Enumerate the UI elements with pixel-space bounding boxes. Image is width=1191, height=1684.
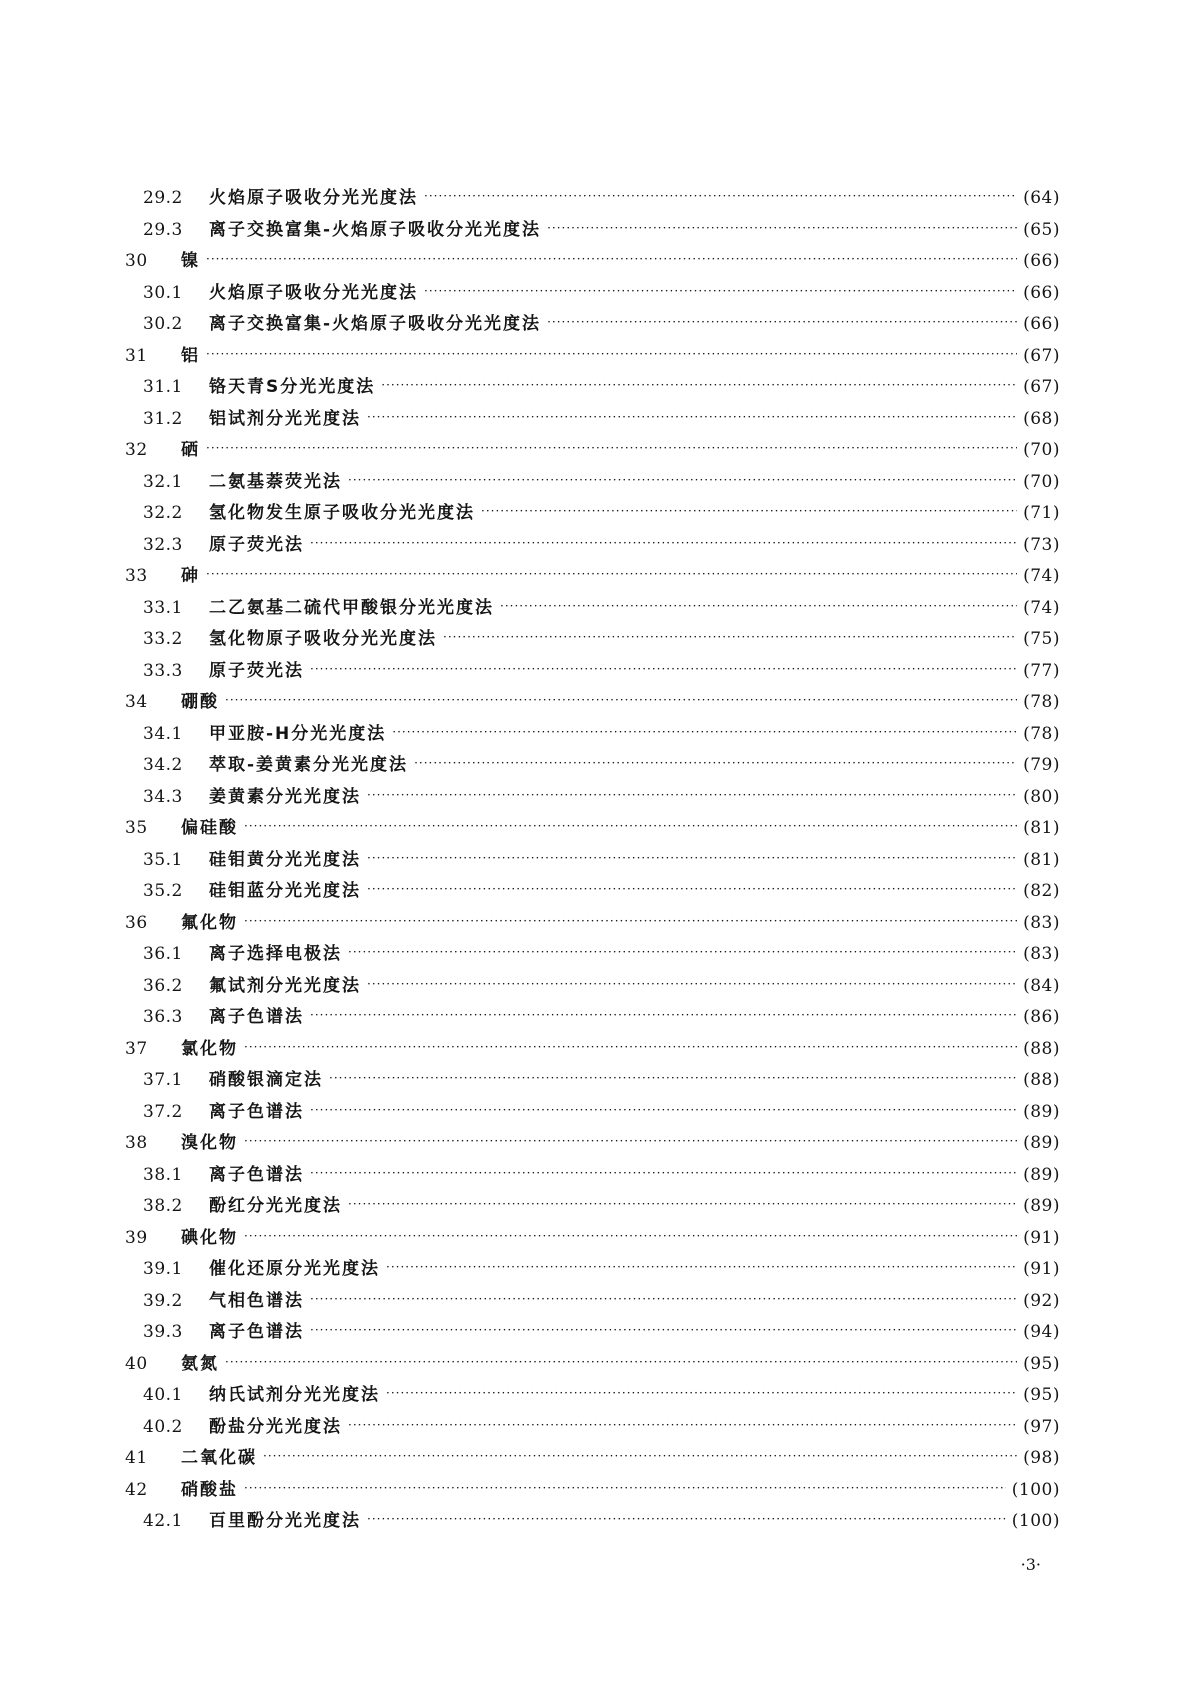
toc-dot-leader [225,1347,1017,1379]
toc-entry-title: 二氨基萘荧光法 [209,471,342,492]
toc-entry-page: (78) [1023,692,1060,712]
toc-subsection-row [125,467,1060,499]
toc-dot-leader [392,717,1017,749]
toc-entry-number: 37.1 [143,1070,183,1090]
toc-entry-page: (81) [1023,818,1060,838]
toc-subsection-row [125,1317,1060,1349]
toc-subsection-row [125,1254,1060,1286]
toc-entry-number: 32 [125,440,148,460]
toc-entry-page: (89) [1023,1196,1060,1216]
toc-dot-leader [348,1410,1017,1442]
toc-subsection-row [125,498,1060,530]
toc-entry-number: 32.2 [143,503,183,523]
toc-entry-number: 34 [125,692,148,712]
toc-section-row [125,561,1060,593]
toc-entry-page: (67) [1023,377,1060,397]
toc-subsection-row [125,971,1060,1003]
toc-dot-leader [329,1063,1017,1095]
toc-entry-title: 硅钼蓝分光光度法 [209,881,361,901]
toc-entry-title: 催化还原分光光度法 [209,1259,380,1279]
toc-subsection-row [125,719,1060,751]
toc-entry-number: 33.2 [143,629,183,649]
toc-entry-number: 30 [125,251,148,271]
toc-subsection-row [125,1191,1060,1223]
toc-subsection-row [125,1097,1060,1129]
toc-entry-title: 气相色谱法 [209,1290,304,1311]
toc-entry-number: 33.3 [143,660,183,681]
toc-entry-title: 离子色谱法 [209,1101,304,1122]
toc-dot-leader [244,1221,1017,1253]
toc-subsection-row [125,278,1060,310]
toc-dot-leader [547,213,1017,245]
toc-entry-number: 34.2 [143,755,183,775]
toc-entry-page: (67) [1023,345,1060,366]
toc-entry-number: 31.1 [143,377,183,397]
toc-entry-page: (65) [1023,219,1060,240]
toc-subsection-row [125,1412,1060,1444]
toc-entry-number: 37 [125,1038,148,1059]
toc-dot-leader [367,1504,1006,1536]
toc-entry-number: 32.1 [143,471,183,492]
toc-entry-title: 纳氏试剂分光光度法 [209,1385,380,1405]
toc-entry-title: 离子选择电极法 [209,944,342,964]
toc-entry-title: 离子色谱法 [209,1164,304,1185]
toc-entry-number: 33 [125,566,148,586]
toc-dot-leader [310,528,1017,560]
toc-dot-leader [225,685,1017,717]
toc-subsection-row [125,593,1060,625]
toc-entry-title: 偏硅酸 [181,818,238,838]
toc-subsection-row [125,1160,1060,1192]
toc-entry-number: 39 [125,1227,148,1248]
toc-entry-page: (92) [1023,1290,1060,1311]
toc-dot-leader [244,1473,1006,1505]
toc-entry-title: 碘化物 [181,1227,238,1248]
toc-dot-leader [206,244,1017,276]
toc-dot-leader [547,307,1017,339]
toc-entry-title: 镍 [181,251,200,271]
toc-dot-leader [206,559,1017,591]
toc-subsection-row [125,1380,1060,1412]
toc-entry-page: (71) [1023,503,1060,523]
toc-subsection-row [125,939,1060,971]
toc-entry-number: 39.3 [143,1322,183,1342]
toc-entry-number: 30.2 [143,314,183,334]
toc-entry-number: 40.2 [143,1416,183,1437]
toc-entry-number: 35 [125,818,148,838]
toc-entry-title: 氟试剂分光光度法 [209,975,361,996]
toc-entry-page: (70) [1023,471,1060,492]
toc-dot-leader [481,496,1017,528]
toc-entry-page: (81) [1023,849,1060,870]
toc-subsection-row [125,845,1060,877]
toc-entry-title: 铬天青S分光光度法 [209,377,376,397]
toc-section-row [125,341,1060,373]
toc-entry-number: 35.1 [143,849,183,870]
toc-dot-leader [206,433,1017,465]
toc-entry-page: (66) [1023,314,1060,334]
toc-entry-title: 百里酚分光光度法 [209,1511,361,1531]
toc-entry-page: (88) [1023,1038,1060,1059]
toc-entry-title: 硒 [181,440,200,460]
toc-entry-page: (91) [1023,1227,1060,1248]
table-of-contents [125,183,1060,1538]
toc-dot-leader [244,811,1017,843]
toc-entry-page: (74) [1023,597,1060,618]
toc-section-row [125,1128,1060,1160]
toc-dot-leader [367,402,1017,434]
toc-entry-title: 火焰原子吸收分光光度法 [209,282,418,303]
toc-entry-page: (84) [1023,975,1060,996]
toc-entry-number: 36.2 [143,975,183,996]
toc-entry-page: (95) [1023,1385,1060,1405]
toc-entry-title: 铝 [181,345,200,366]
toc-section-row [125,1443,1060,1475]
toc-entry-page: (64) [1023,188,1060,208]
toc-subsection-row [125,1065,1060,1097]
toc-entry-page: (82) [1023,881,1060,901]
toc-subsection-row [125,1506,1060,1538]
toc-entry-page: (70) [1023,440,1060,460]
toc-entry-title: 铝试剂分光光度法 [209,408,361,429]
toc-dot-leader [386,1378,1017,1410]
toc-entry-title: 氟化物 [181,912,238,933]
toc-dot-leader [310,1000,1017,1032]
toc-entry-page: (73) [1023,534,1060,555]
toc-subsection-row [125,1286,1060,1318]
toc-entry-number: 40 [125,1353,148,1374]
toc-entry-number: 36.1 [143,944,183,964]
toc-entry-number: 33.1 [143,597,183,618]
toc-entry-title: 酚红分光光度法 [209,1196,342,1216]
toc-entry-page: (89) [1023,1133,1060,1153]
toc-entry-title: 氨氮 [181,1353,219,1374]
toc-dot-leader [367,780,1017,812]
toc-section-row [125,435,1060,467]
toc-dot-leader [386,1252,1017,1284]
toc-section-row [125,813,1060,845]
toc-subsection-row [125,782,1060,814]
toc-entry-page: (94) [1023,1322,1060,1342]
toc-entry-title: 溴化物 [181,1133,238,1153]
toc-section-row [125,1223,1060,1255]
toc-entry-title: 硝酸银滴定法 [209,1070,323,1090]
toc-entry-number: 29.3 [143,219,183,240]
toc-subsection-row [125,183,1060,215]
toc-section-row [125,1475,1060,1507]
toc-entry-title: 氯化物 [181,1038,238,1059]
toc-dot-leader [443,622,1017,654]
toc-subsection-row [125,530,1060,562]
toc-entry-number: 39.2 [143,1290,183,1311]
toc-entry-page: (74) [1023,566,1060,586]
toc-entry-page: (79) [1023,755,1060,775]
toc-dot-leader [424,181,1017,213]
toc-entry-title: 二氧化碳 [181,1448,257,1468]
toc-entry-title: 原子荧光法 [209,660,304,681]
toc-dot-leader [310,1284,1017,1316]
toc-subsection-row [125,404,1060,436]
toc-entry-title: 甲亚胺-H分光光度法 [209,723,387,744]
toc-entry-number: 30.1 [143,282,183,303]
toc-subsection-row [125,876,1060,908]
toc-entry-page: (66) [1023,251,1060,271]
toc-entry-title: 萃取-姜黄素分光光度法 [209,755,409,775]
toc-entry-title: 硼酸 [181,692,219,712]
toc-dot-leader [500,591,1017,623]
toc-entry-title: 原子荧光法 [209,534,304,555]
toc-dot-leader [244,906,1017,938]
toc-section-row [125,1034,1060,1066]
toc-entry-number: 34.3 [143,786,183,807]
toc-entry-title: 氢化物原子吸收分光光度法 [209,629,437,649]
toc-dot-leader [244,1032,1017,1064]
toc-dot-leader [367,874,1017,906]
toc-dot-leader [367,969,1017,1001]
toc-entry-page: (75) [1023,629,1060,649]
toc-entry-title: 硝酸盐 [181,1479,238,1500]
toc-entry-page: (77) [1023,660,1060,681]
toc-dot-leader [367,843,1017,875]
toc-entry-page: (78) [1023,723,1060,744]
toc-entry-number: 42 [125,1479,148,1500]
toc-entry-number: 40.1 [143,1385,183,1405]
toc-subsection-row [125,750,1060,782]
toc-entry-number: 29.2 [143,188,183,208]
toc-entry-page: (66) [1023,282,1060,303]
toc-section-row [125,246,1060,278]
toc-entry-number: 42.1 [143,1511,183,1531]
toc-entry-title: 姜黄素分光光度法 [209,786,361,807]
toc-dot-leader [348,465,1017,497]
toc-entry-title: 火焰原子吸收分光光度法 [209,188,418,208]
toc-entry-page: (80) [1023,786,1060,807]
toc-dot-leader [348,937,1017,969]
toc-entry-title: 离子交换富集-火焰原子吸收分光光度法 [209,314,542,334]
toc-entry-number: 34.1 [143,723,183,744]
toc-entry-number: 39.1 [143,1259,183,1279]
toc-entry-page: (86) [1023,1007,1060,1027]
toc-entry-number: 37.2 [143,1101,183,1122]
toc-subsection-row [125,1002,1060,1034]
toc-dot-leader [414,748,1017,780]
toc-entry-title: 离子交换富集-火焰原子吸收分光光度法 [209,219,542,240]
toc-entry-number: 38.2 [143,1196,183,1216]
toc-subsection-row [125,309,1060,341]
toc-dot-leader [310,1158,1017,1190]
toc-section-row [125,1349,1060,1381]
toc-entry-page: (91) [1023,1259,1060,1279]
toc-subsection-row [125,372,1060,404]
toc-entry-number: 36.3 [143,1007,183,1027]
toc-entry-page: (100) [1011,1479,1060,1500]
toc-subsection-row [125,215,1060,247]
toc-entry-number: 36 [125,912,148,933]
toc-dot-leader [244,1126,1017,1158]
toc-entry-page: (88) [1023,1070,1060,1090]
toc-entry-number: 38 [125,1133,148,1153]
toc-entry-page: (89) [1023,1101,1060,1122]
toc-entry-number: 31.2 [143,408,183,429]
toc-section-row [125,687,1060,719]
toc-dot-leader [424,276,1017,308]
toc-dot-leader [310,654,1017,686]
toc-entry-title: 氢化物发生原子吸收分光光度法 [209,503,475,523]
toc-entry-title: 砷 [181,566,200,586]
toc-entry-page: (97) [1023,1416,1060,1437]
toc-entry-number: 38.1 [143,1164,183,1185]
toc-section-row [125,908,1060,940]
toc-entry-page: (100) [1011,1511,1060,1531]
toc-subsection-row [125,624,1060,656]
toc-entry-page: (98) [1023,1448,1060,1468]
toc-entry-page: (89) [1023,1164,1060,1185]
toc-dot-leader [263,1441,1017,1473]
toc-entry-number: 35.2 [143,881,183,901]
toc-subsection-row [125,656,1060,688]
page-number: ·3· [1020,1555,1041,1574]
toc-dot-leader [381,370,1017,402]
toc-entry-page: (83) [1023,912,1060,933]
toc-entry-number: 31 [125,345,148,366]
toc-entry-title: 离子色谱法 [209,1007,304,1027]
toc-entry-page: (83) [1023,944,1060,964]
toc-dot-leader [310,1095,1017,1127]
toc-entry-page: (68) [1023,408,1060,429]
toc-entry-title: 硅钼黄分光光度法 [209,849,361,870]
toc-dot-leader [348,1189,1017,1221]
toc-dot-leader [310,1315,1017,1347]
toc-entry-title: 离子色谱法 [209,1322,304,1342]
toc-entry-number: 32.3 [143,534,183,555]
toc-entry-page: (95) [1023,1353,1060,1374]
toc-entry-title: 酚盐分光光度法 [209,1416,342,1437]
toc-dot-leader [206,339,1017,371]
toc-entry-title: 二乙氨基二硫代甲酸银分光光度法 [209,597,494,618]
toc-entry-number: 41 [125,1448,148,1468]
